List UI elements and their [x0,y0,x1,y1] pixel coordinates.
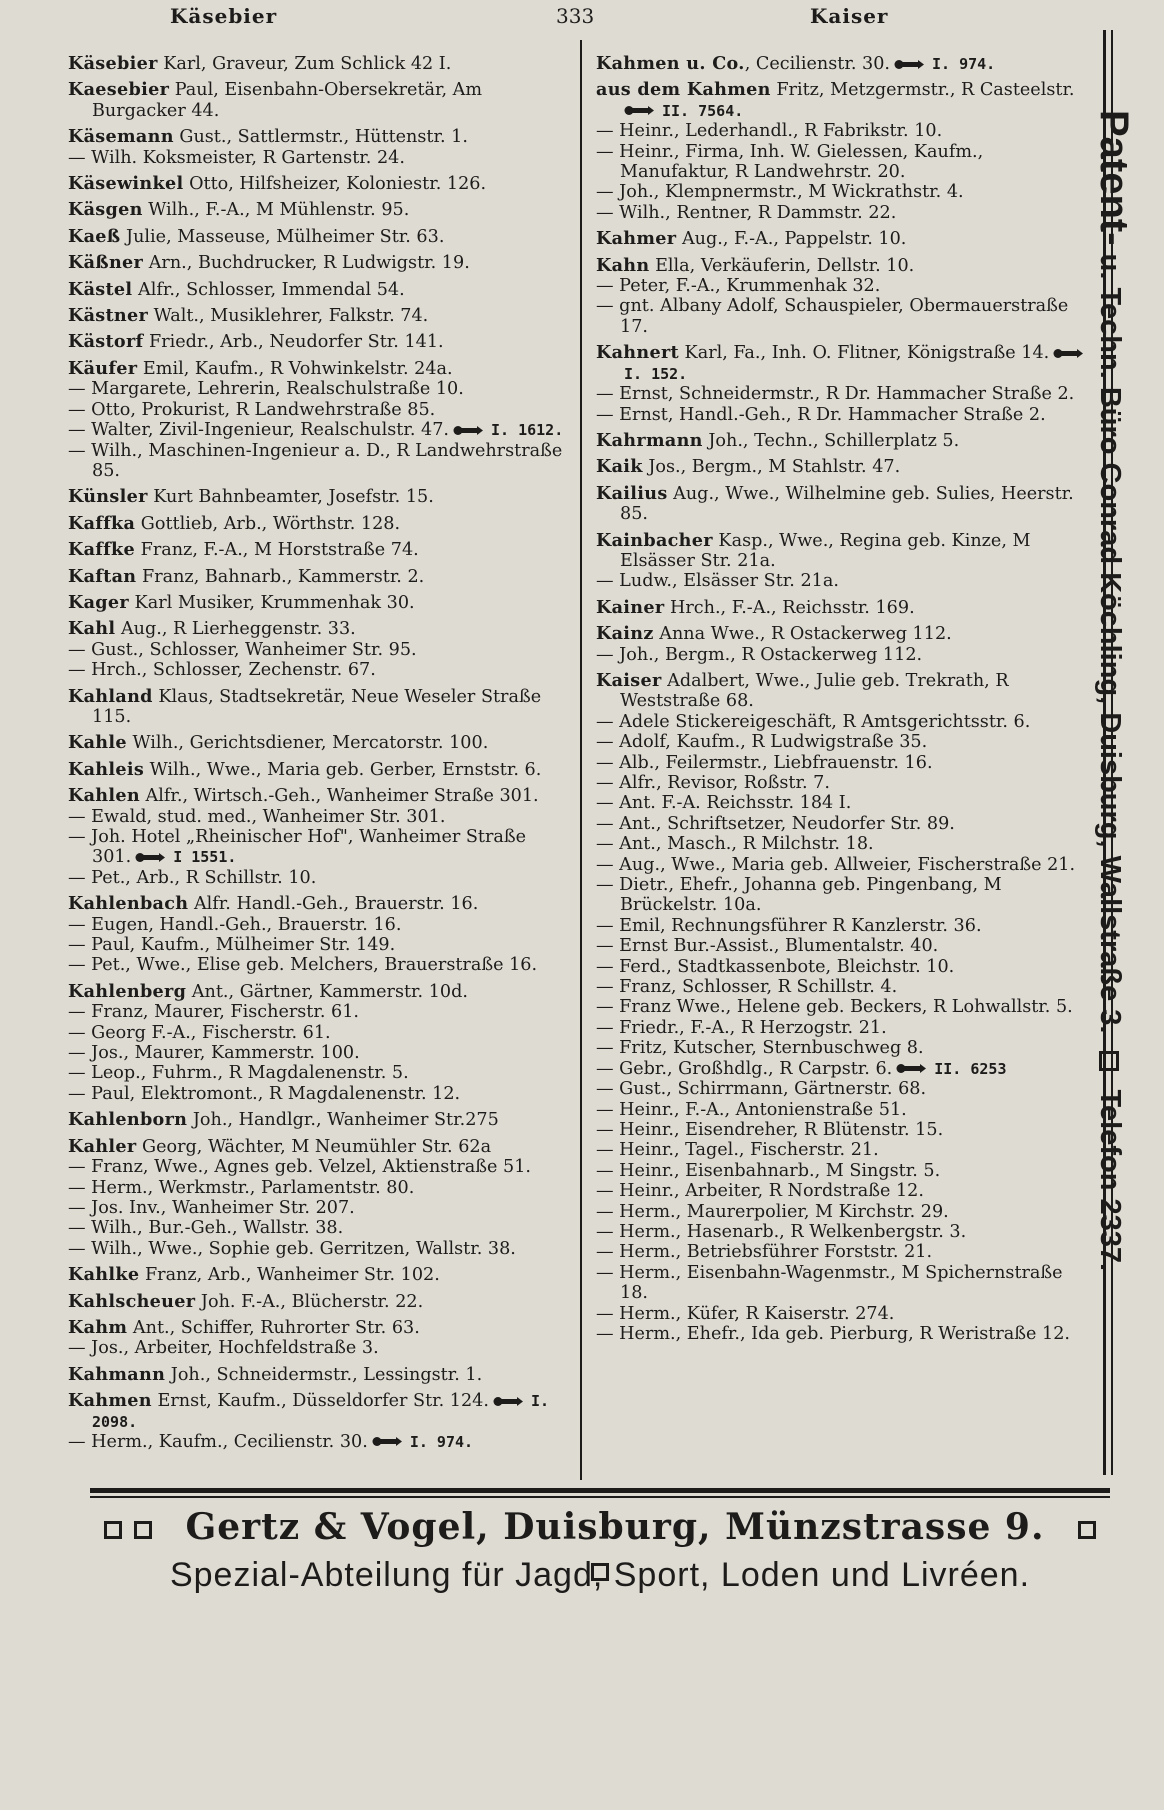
entry-details: — Franz, Schlosser, R Schillstr. 4. [596,977,898,998]
entry-details: Ernst, Kaufm., Düsseldorfer Str. 124. [151,1391,489,1412]
entry-details: — Ferd., Stadtkassenbote, Bleichstr. 10. [596,956,955,977]
entry-details: , Cecilienstr. 30. [744,54,890,74]
entry-surname: Kästorf [68,331,144,353]
entry-details: Adalbert, Wwe., Julie geb. Trekrath, R Weststraße 68. [620,670,1009,712]
entry-details: — Heinr., Tagel., Fischerstr. 21. [596,1140,879,1161]
directory-entry [68,1178,570,1198]
directory-entry [68,868,570,888]
entry-surname: Kainz [596,623,654,645]
directory-entry [596,80,1096,121]
entry-details: Joh., Handlgr., Wanheimer Str.275 [187,1110,499,1131]
entry-surname: Kahlscheuer [68,1290,196,1312]
box-ornament-icon [1078,1521,1096,1539]
entry-details: — Gebr., Großhdlg., R Carpstr. 6. [596,1058,893,1079]
entry-details: — Heinr., Eisenbahnarb., M Singstr. 5. [596,1160,941,1181]
entry-details: Ant., Schiffer, Ruhrorter Str. 63. [127,1317,420,1338]
entry-details: — Herm., Küfer, R Kaiserstr. 274. [596,1303,895,1324]
directory-entry [68,687,570,728]
directory-entry [596,732,1096,752]
directory-entry [596,1304,1096,1324]
entry-surname: Künsler [68,486,148,508]
directory-entry [68,1110,570,1130]
directory-entry [68,827,570,868]
entry-phone-number: II. 7564. [662,101,744,120]
entry-details: — gnt. Albany Adolf, Schauspieler, Obermauerstraße 17. [596,296,1069,337]
entry-details: — Heinr., Lederhandl., R Fabrikstr. 10. [596,121,943,142]
entry-details: — Franz, Maurer, Fischerstr. 61. [68,1002,360,1023]
entry-details: Joh. F.-A., Blücherstr. 22. [195,1291,424,1312]
directory-entry [68,514,570,534]
entry-phone-number: I. 974. [932,55,996,73]
directory-entry [596,977,1096,997]
entry-details: Joh., Schneidermstr., Lessingstr. 1. [165,1364,483,1385]
entry-details: Anna Wwe., R Ostackerweg 112. [653,624,952,645]
bottom-rule-thick [90,1488,1110,1493]
entry-details: Wilh., Wwe., Maria geb. Gerber, Ernststr. 6. [144,759,542,780]
directory-entry [596,457,1096,477]
entry-details: Karl, Graveur, Zum Schlick 42 I. [157,54,452,74]
entry-surname: Käßner [68,252,144,274]
entry-details: Aug., R Lierheggenstr. 33. [115,619,356,640]
entry-details: — Ewald, stud. med., Wanheimer Str. 301. [68,806,446,827]
directory-entry [596,855,1096,875]
entry-details: Walt., Musiklehrer, Falkstr. 74. [148,306,429,327]
entry-details: Georg, Wächter, M Neumühler Str. 62a [136,1136,492,1157]
entry-surname: Kästel [68,278,133,300]
entry-details: Aug., Wwe., Wilhelmine geb. Sulies, Heerstr. 85. [620,483,1074,525]
side-ad-part3: Telefon 2337. [1094,1089,1126,1272]
entry-details: — Pet., Wwe., Elise geb. Melchers, Brauerstraße 16. [68,955,538,976]
directory-entry [596,1161,1096,1181]
directory-entry [68,567,570,587]
page-number: 333 [556,4,595,28]
telephone-icon [894,59,924,70]
entry-details: — Ernst Bur.-Assist., Blumentalstr. 40. [596,936,939,957]
directory-entry [596,645,1096,665]
directory-entry [596,1202,1096,1222]
entry-details: — Pet., Arb., R Schillstr. 10. [68,867,317,888]
entry-details: — Franz Wwe., Helene geb. Beckers, R Lohwallstr. 5. [596,997,1073,1018]
entry-phone-number: I. 1612. [491,421,564,440]
telephone-icon [896,1063,926,1074]
directory-entry [596,182,1096,202]
entry-details: — Paul, Kaufm., Mülheimer Str. 149. [68,935,396,956]
directory-entry [68,148,570,168]
entry-surname: Käsgen [68,199,143,221]
entry-details: — Friedr., F.-A., R Herzogstr. 21. [596,1017,887,1038]
entry-surname: Kahler [68,1135,137,1157]
box-ornament-icon [104,1521,122,1539]
entry-details: Franz, F.-A., M Horststraße 74. [135,540,419,561]
directory-entry [68,760,570,780]
telephone-icon [493,1396,523,1407]
directory-entry [68,280,570,300]
telephone-icon [135,852,165,863]
column-divider [580,40,582,1480]
entry-surname: Kahn [596,254,650,276]
entry-surname: Kästner [68,305,149,327]
directory-entry [68,1432,570,1452]
directory-entry [68,1137,570,1157]
directory-entry [596,484,1096,525]
entry-details: Alfr., Wirtsch.-Geh., Wanheimer Straße 301. [139,786,539,807]
entry-details: Gottlieb, Arb., Wörthstr. 128. [135,513,401,534]
entry-surname: Käsebier [68,53,158,74]
directory-entry [596,1059,1096,1079]
entry-details: — Hrch., Schlosser, Zechenstr. 67. [68,660,376,681]
entry-details: — Otto, Prokurist, R Landwehrstraße 85. [68,399,436,420]
entry-details: Karl Musiker, Krummenhak 30. [128,592,415,613]
directory-entry [596,753,1096,773]
entry-details: — Adolf, Kaufm., R Ludwigstraße 35. [596,732,928,753]
entry-details: — Walter, Zivil-Ingenieur, Realschulstr. 47. [68,420,449,441]
entry-surname: Kaftan [68,565,137,587]
entry-details: Emil, Kaufm., R Vohwinkelstr. 24a. [137,358,453,379]
directory-entry [596,296,1096,337]
entry-details: — Emil, Rechnungsführer R Kanzlerstr. 36. [596,915,982,936]
directory-entry [596,571,1096,591]
entry-details: — Ernst, Schneidermstr., R Dr. Hammacher Straße 2. [596,384,1075,405]
directory-entry [68,1265,570,1285]
entry-surname: Kaeß [68,225,121,247]
directory-entry [596,1324,1096,1344]
directory-entry [68,1318,570,1338]
header-right-word: Kaiser [810,4,889,28]
directory-entry [68,1157,570,1177]
entry-details: — Heinr., Eisendreher, R Blütenstr. 15. [596,1119,944,1140]
directory-entry [68,420,570,440]
directory-entry [596,624,1096,644]
directory-entry [68,733,570,753]
directory-entry [596,1140,1096,1160]
entry-details: Ant., Gärtner, Kammerstr. 10d. [186,981,468,1002]
directory-entry [68,894,570,914]
entry-details: Hrch., F.-A., Reichsstr. 169. [664,597,915,618]
entry-details: Julie, Masseuse, Mülheimer Str. 63. [120,226,445,247]
entry-surname: Kahrmann [596,429,703,451]
directory-entry [596,712,1096,732]
entry-phone-number: I 1551. [173,848,237,867]
entry-details: — Ant., Masch., R Milchstr. 18. [596,834,874,855]
directory-entry [68,807,570,827]
entry-details: — Heinr., F.-A., Antonienstraße 51. [596,1099,907,1120]
entry-details: — Ant., Schriftsetzer, Neudorfer Str. 89. [596,813,955,834]
entry-phone-number: I. 152. [624,364,688,383]
entry-surname: Kailius [596,482,668,504]
entry-details: — Wilh., Bur.-Geh., Wallstr. 38. [68,1218,344,1239]
entry-details: — Fritz, Kutscher, Sternbuschweg 8. [596,1038,924,1059]
left-column [68,48,570,1452]
entry-details: Arn., Buchdrucker, R Ludwigstr. 19. [143,253,470,274]
entry-details: — Peter, F.-A., Krummenhak 32. [596,276,881,297]
entry-details: — Paul, Elektromont., R Magdalenenstr. 12. [68,1083,461,1104]
directory-entry [68,619,570,639]
entry-details: — Herm., Hasenarb., R Welkenbergstr. 3. [596,1221,967,1242]
directory-entry [68,955,570,975]
directory-entry [596,256,1096,276]
directory-entry [596,54,1096,74]
directory-entry [596,957,1096,977]
side-advertisement [1092,110,1136,1490]
entry-surname: aus dem Kahmen [596,79,771,101]
directory-entry [68,1002,570,1022]
directory-entry [596,1079,1096,1099]
entry-surname: Käsewinkel [68,173,184,195]
entry-details: Paul, Eisenbahn-Obersekretär, Am Burgacker 44. [92,80,483,121]
directory-entry [596,1263,1096,1304]
directory-entry [68,1063,570,1083]
entry-details: — Ernst, Handl.-Geh., R Dr. Hammacher Straße 2. [596,404,1046,425]
entry-details: Jos., Bergm., M Stahlstr. 47. [642,457,901,478]
entry-details: Wilh., F.-A., M Mühlenstr. 95. [142,200,410,221]
side-ad-part2: u. Techn. Büro Conrad Köchling, Duisburg, Wallstraße 3. [1094,245,1126,1034]
directory-entry [68,1338,570,1358]
directory-entry [68,487,570,507]
entry-details: — Leop., Fuhrm., R Magdalenenstr. 5. [68,1063,409,1084]
directory-entry [68,1391,570,1432]
entry-surname: Kahmann [68,1363,166,1385]
entry-details: Gust., Sattlermstr., Hüttenstr. 1. [173,127,468,148]
directory-entry [68,174,570,194]
entry-surname: Kahmen u. Co. [596,53,745,74]
directory-entry [68,1218,570,1238]
entry-details: Alfr., Schlosser, Immendal 54. [132,279,405,300]
right-column [596,48,1096,1344]
directory-entry [596,936,1096,956]
entry-surname: Kager [68,591,129,613]
box-ornament-icon [1099,1051,1119,1071]
entry-surname: Kaik [596,456,643,478]
bottom-rule-thin [90,1496,1110,1498]
directory-entry [68,54,570,74]
directory-entry [596,405,1096,425]
entry-surname: Käsemann [68,126,174,148]
entry-surname: Kaesebier [68,79,170,101]
entry-details: Franz, Bahnarb., Kammerstr. 2. [136,566,425,587]
entry-details: — Alfr., Revisor, Roßstr. 7. [596,773,830,793]
directory-entry [68,227,570,247]
entry-details: Joh., Techn., Schillerplatz 5. [702,430,960,451]
directory-entry [68,935,570,955]
directory-entry [68,1365,570,1385]
directory-entry [596,793,1096,813]
directory-entry [68,982,570,1002]
entry-details: — Heinr., Arbeiter, R Nordstraße 12. [596,1181,924,1202]
directory-entry [68,1198,570,1218]
entry-details: Fritz, Metzgermstr., R Casteelstr. [770,80,1075,101]
directory-entry [596,1120,1096,1140]
directory-entry [596,142,1096,183]
directory-entry [68,200,570,220]
directory-entry [596,203,1096,223]
entry-details: — Wilh., Rentner, R Dammstr. 22. [596,202,897,223]
directory-entry [596,431,1096,451]
entry-details: — Ludw., Elsässer Str. 21a. [596,571,839,592]
entry-details: Franz, Arb., Wanheimer Str. 102. [139,1265,440,1286]
entry-details: — Georg F.-A., Fischerstr. 61. [68,1022,331,1043]
telephone-icon [1053,348,1083,359]
entry-details: — Gust., Schirrmann, Gärtnerstr. 68. [596,1079,927,1100]
entry-details: — Franz, Wwe., Agnes geb. Velzel, Aktienstraße 51. [68,1157,532,1178]
entry-surname: Kahleis [68,758,145,780]
entry-details: — Margarete, Lehrerin, Realschulstraße 10. [68,379,464,400]
directory-entry [68,540,570,560]
directory-entry [68,359,570,379]
bottom-ad-line1-text: Gertz & Vogel, Duisburg, Münzstrasse 9. [185,1506,1045,1548]
entry-details: — Heinr., Firma, Inh. W. Gielessen, Kaufm., Manufaktur, R Landwehrstr. 20. [596,141,984,183]
entry-surname: Kahl [68,618,116,640]
directory-entry [68,786,570,806]
entry-details: — Gust., Schlosser, Wanheimer Str. 95. [68,639,417,660]
entry-phone-number: I. 974. [409,1432,474,1451]
entry-surname: Kahlenbach [68,893,189,915]
entry-details: — Herm., Werkmstr., Parlamentstr. 80. [68,1177,415,1198]
entry-details: — Wilh., Wwe., Sophie geb. Gerritzen, Wallstr. 38. [68,1238,516,1259]
entry-surname: Kahle [68,732,127,754]
directory-entry [596,916,1096,936]
entry-surname: Kahnert [596,342,679,364]
entry-details: Friedr., Arb., Neudorfer Str. 141. [143,332,444,353]
directory-entry [596,814,1096,834]
directory-entry [596,773,1096,793]
entry-surname: Kahm [68,1316,128,1338]
entry-details: — Dietr., Ehefr., Johanna geb. Pingenbang, M Brückelstr. 10a. [596,875,1002,916]
entry-details: Ella, Verkäuferin, Dellstr. 10. [649,255,915,276]
entry-details: — Wilh. Koksmeister, R Gartenstr. 24. [68,147,405,168]
entry-details: — Herm., Betriebsführer Forststr. 21. [596,1242,933,1263]
directory-entry [596,121,1096,141]
entry-surname: Kahlenborn [68,1109,188,1131]
entry-details: Karl, Fa., Inh. O. Flitner, Königstraße 14. [678,343,1050,364]
directory-entry [68,400,570,420]
entry-details: — Eugen, Handl.-Geh., Brauerstr. 16. [68,914,402,935]
directory-entry [596,1018,1096,1038]
entry-details: — Adele Stickereigeschäft, R Amtsgerichtsstr. 6. [596,711,1031,732]
directory-entry [596,1181,1096,1201]
entry-details: — Ant. F.-A. Reichsstr. 184 I. [596,793,852,814]
directory-entry [596,531,1096,572]
directory-entry [596,229,1096,249]
directory-entry [596,343,1096,384]
entry-surname: Kahlen [68,785,140,807]
entry-details: Aug., F.-A., Pappelstr. 10. [676,229,907,250]
directory-entry [596,598,1096,618]
box-ornament-icon [134,1521,152,1539]
entry-surname: Kahmen [68,1390,152,1412]
side-ad-part1: Patent- [1092,110,1136,246]
entry-details: Kasp., Wwe., Regina geb. Kinze, M Elsässer Str. 21a. [620,530,1031,571]
entry-details: — Herm., Maurerpolier, M Kirchstr. 29. [596,1201,949,1222]
directory-entry [596,1100,1096,1120]
entry-details: — Jos. Inv., Wanheimer Str. 207. [68,1197,355,1218]
bottom-ad-line2: Spezial-Abteilung für Jagd, Sport, Loden und Livréen. [169,1556,1031,1594]
entry-details: — Aug., Wwe., Maria geb. Allweier, Fischerstraße 21. [596,854,1076,875]
directory-entry [68,1239,570,1259]
directory-entry [68,1043,570,1063]
entry-details: — Jos., Arbeiter, Hochfeldstraße 3. [68,1338,379,1359]
directory-entry [68,593,570,613]
directory-entry [596,671,1096,712]
entry-details: Kurt Bahnbeamter, Josefstr. 15. [147,487,434,508]
directory-entry [68,253,570,273]
entry-details: Wilh., Gerichtsdiener, Mercatorstr. 100. [126,733,489,754]
directory-entry [68,640,570,660]
entry-details: Otto, Hilfsheizer, Koloniestr. 126. [183,174,487,195]
directory-entry [68,1084,570,1104]
entry-surname: Kaiser [596,669,662,691]
directory-entry [596,834,1096,854]
directory-entry [596,1222,1096,1242]
entry-details: — Herm., Kaufm., Cecilienstr. 30. [68,1431,368,1452]
entry-surname: Kaffka [68,512,136,534]
directory-entry [596,997,1096,1017]
directory-entry [596,276,1096,296]
directory-entry [68,306,570,326]
entry-details: — Jos., Maurer, Kammerstr. 100. [68,1043,360,1064]
directory-entry [596,384,1096,404]
directory-entry [68,660,570,680]
entry-surname: Kahland [68,685,153,707]
entry-details: — Herm., Eisenbahn-Wagenmstr., M Spichernstraße 18. [596,1262,1063,1304]
entry-details: — Joh., Klempnermstr., M Wickrathstr. 4. [596,182,964,203]
entry-details: Klaus, Stadtsekretär, Neue Weseler Straße 115. [92,686,542,727]
entry-details: — Herm., Ehefr., Ida geb. Pierburg, R Weristraße 12. [596,1323,1070,1344]
telephone-icon [372,1436,402,1447]
entry-details: — Wilh., Maschinen-Ingenieur a. D., R Landwehrstraße 85. [68,440,563,481]
entry-surname: Kahmer [596,228,677,250]
directory-entry [68,80,570,121]
directory-entry [68,441,570,482]
entry-phone-number: II. 6253 [934,1059,1007,1078]
directory-entry [68,127,570,147]
entry-surname: Kainer [596,596,665,618]
directory-entry [596,1242,1096,1262]
entry-surname: Kaffke [68,539,136,561]
entry-surname: Kainbacher [596,529,713,551]
entry-details: — Joh. Hotel „Rheinischer Hof", Wanheimer Straße 301. [68,827,527,868]
entry-surname: Kahlenberg [68,980,187,1002]
directory-entry [68,332,570,352]
entry-details: — Alb., Feilermstr., Liebfrauenstr. 16. [596,752,933,773]
directory-entry [68,1023,570,1043]
directory-entry [596,875,1096,916]
directory-entry [68,1292,570,1312]
directory-entry [596,1038,1096,1058]
entry-phone-number: I. 2098. [92,1392,550,1431]
telephone-icon [624,105,654,116]
telephone-icon [453,425,483,436]
directory-entry [68,915,570,935]
entry-surname: Käufer [68,357,138,379]
entry-surname: Kahlke [68,1264,140,1286]
entry-details: — Joh., Bergm., R Ostackerweg 112. [596,644,923,665]
directory-entry [68,379,570,399]
header-left-word: Käsebier [170,4,278,28]
entry-details: Alfr. Handl.-Geh., Brauerstr. 16. [188,894,479,915]
